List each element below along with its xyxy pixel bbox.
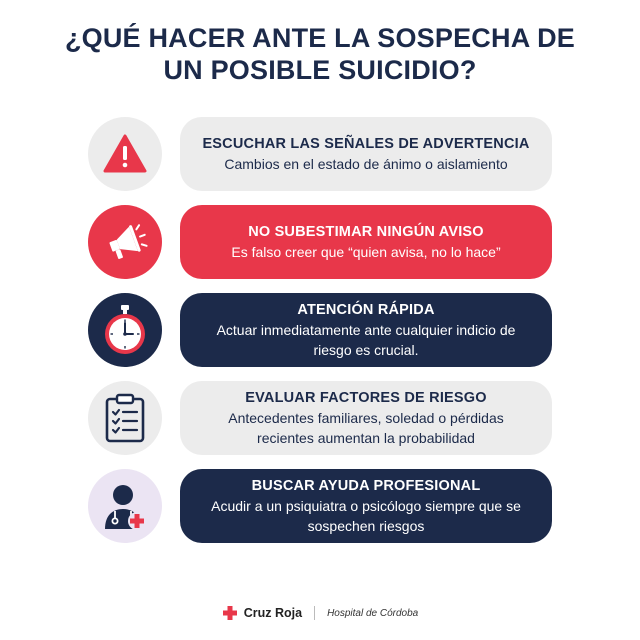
- doctor-icon-circle: [88, 469, 162, 543]
- step-heading: ATENCIÓN RÁPIDA: [297, 301, 435, 318]
- doctor-icon: [101, 481, 149, 531]
- megaphone-icon: [102, 219, 148, 265]
- step-card-warning-signs: [180, 117, 552, 191]
- title-line-1: ¿QUÉ HACER ANTE LA SOSPECHA DE: [64, 23, 576, 53]
- step-text-line-1: Es falso creer que “quien avisa, no lo hace”: [231, 243, 501, 260]
- warning-icon-circle: [88, 117, 162, 191]
- step-heading: BUSCAR AYUDA PROFESIONAL: [251, 477, 481, 494]
- megaphone-icon-circle: [88, 205, 162, 279]
- step-text-line-2: recientes aumentan la probabilidad: [257, 429, 475, 446]
- page-title: [0, 22, 640, 86]
- clipboard-checklist-icon: [104, 393, 146, 443]
- step-card-no-underestimate: [180, 205, 552, 279]
- step-text-line-2: riesgo es crucial.: [313, 341, 419, 358]
- step-text-line-1: Acudir a un psiquiatra o psicólogo siempre que se: [211, 497, 521, 514]
- hospital-name: Hospital de Córdoba: [327, 607, 419, 619]
- step-text-line-2: sospechen riesgos: [307, 517, 425, 534]
- stopwatch-icon: [100, 303, 150, 357]
- step-text-line-1: Antecedentes familiares, soledad o pérdidas: [228, 409, 504, 426]
- title-line-2: UN POSIBLE SUICIDIO?: [163, 55, 477, 85]
- footer-divider: [314, 606, 315, 620]
- step-row-fast-attention: [0, 293, 640, 367]
- step-text-line-1: Actuar inmediatamente ante cualquier indicio de: [216, 321, 516, 338]
- step-heading: NO SUBESTIMAR NINGÚN AVISO: [248, 223, 484, 240]
- warning-triangle-icon: [103, 134, 147, 174]
- red-cross-icon: [222, 605, 238, 621]
- step-card-professional-help: [180, 469, 552, 543]
- step-row-risk-factors: [0, 381, 640, 455]
- stopwatch-icon-circle: [88, 293, 162, 367]
- clipboard-icon-circle: [88, 381, 162, 455]
- step-row-professional-help: [0, 469, 640, 543]
- step-card-fast-attention: [180, 293, 552, 367]
- brand-name: Cruz Roja: [243, 606, 303, 620]
- step-heading: ESCUCHAR LAS SEÑALES DE ADVERTENCIA: [202, 135, 530, 152]
- step-row-warning-signs: [0, 117, 640, 191]
- step-heading: EVALUAR FACTORES DE RIESGO: [245, 389, 487, 406]
- footer-logo: [0, 602, 640, 624]
- step-card-risk-factors: [180, 381, 552, 455]
- step-text-line-1: Cambios en el estado de ánimo o aislamiento: [224, 155, 508, 172]
- step-row-no-underestimate: [0, 205, 640, 279]
